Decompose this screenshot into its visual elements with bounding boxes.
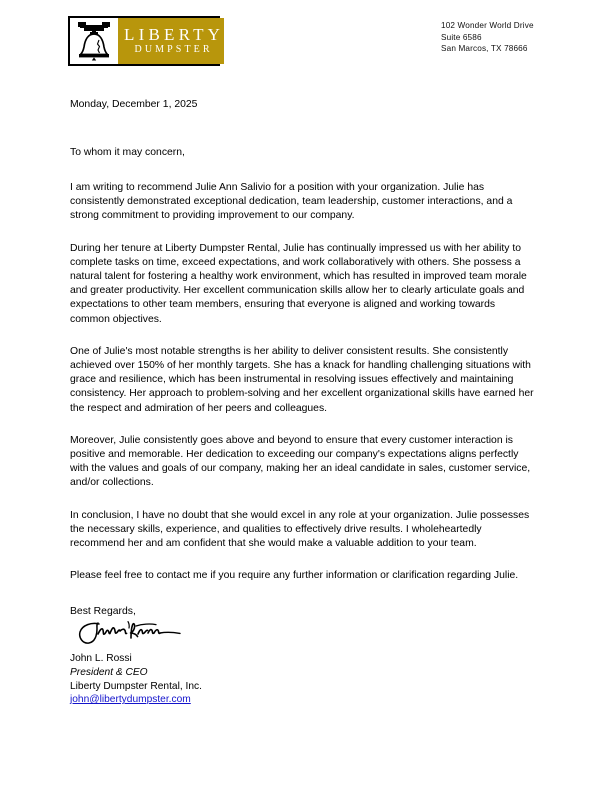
address-line-street: 102 Wonder World Drive xyxy=(441,21,534,30)
company-logo xyxy=(68,16,225,66)
signer-title: President & CEO xyxy=(70,667,148,679)
letter-closing: Best Regards, xyxy=(70,606,136,618)
signer-name: John L. Rossi xyxy=(70,653,132,665)
address-line-suite: Suite 6586 xyxy=(441,32,482,42)
letter-paragraph: During her tenure at Liberty Dumpster Rental, Julie has continually impressed us with her ability to complete tasks on time, exceed expectations, and work collaboratively with others. She possess a natural talent for fostering a healthy work environment, which has resulted in improved team morale and greater productivity. Her excellent communication skills allow her to clearly articulate goals and expectations to other team members, ensuring that everyone is aligned and working towards common objectives. xyxy=(70,242,527,325)
handwritten-signature xyxy=(76,620,196,650)
signer-email-link[interactable]: john@libertydumpster.com xyxy=(70,694,191,706)
letter-paragraph: Please feel free to contact me if you require any further information or clarification regarding Julie. xyxy=(70,570,519,582)
signer-company: Liberty Dumpster Rental, Inc. xyxy=(70,680,202,692)
letter-body xyxy=(70,98,534,707)
signature-block xyxy=(70,652,534,706)
letter-paragraph: In conclusion, I have no doubt that she would excel in any role at your organization. Julie possesses the necessary skills, experience, and qualities to effectively drive results. I wholeheartedly recommend her and am confident that she would make a valuable addition to your team. xyxy=(70,509,530,550)
logo-line-dumpster: DUMPSTER xyxy=(134,43,213,55)
letterhead xyxy=(0,16,612,80)
letter-salutation: To whom it may concern, xyxy=(70,147,185,158)
letter-paragraph: I am writing to recommend Julie Ann Salivio for a position with your organization. Julie has consistently demonstrated exceptional dedication, team leadership, customer interactions, and a strong commitment to providing improvement to our company. xyxy=(70,182,513,222)
logo-line-liberty: LIBERTY xyxy=(124,24,225,44)
letter-paragraph: One of Julie's most notable strengths is her ability to deliver consistent results. She consistently achieved over 150% of her monthly targets. She has a knack for handling challenging situations with grace and resilience, which has been instrumental in resolving issues effectively and maintaining consistency. Her approach to problem-solving and her excellent organizational skills have earned her the respect and admiration of her peers and colleagues. xyxy=(70,345,534,414)
liberty-bell-icon xyxy=(70,18,118,64)
logo-wordmark xyxy=(118,18,224,64)
letter-date: Monday, December 1, 2025 xyxy=(70,99,198,110)
address-line-city-state-zip: San Marcos, TX 78666 xyxy=(441,44,528,54)
company-address xyxy=(441,20,534,55)
letter-paragraph: Moreover, Julie consistently goes above and beyond to ensure that every customer interaction is positive and memorable. Her dedication to exceeding our company's expectations aligns perfectly with the values and goals of our company, making her an ideal candidate in sales, customer service, and/or collections. xyxy=(70,434,531,489)
